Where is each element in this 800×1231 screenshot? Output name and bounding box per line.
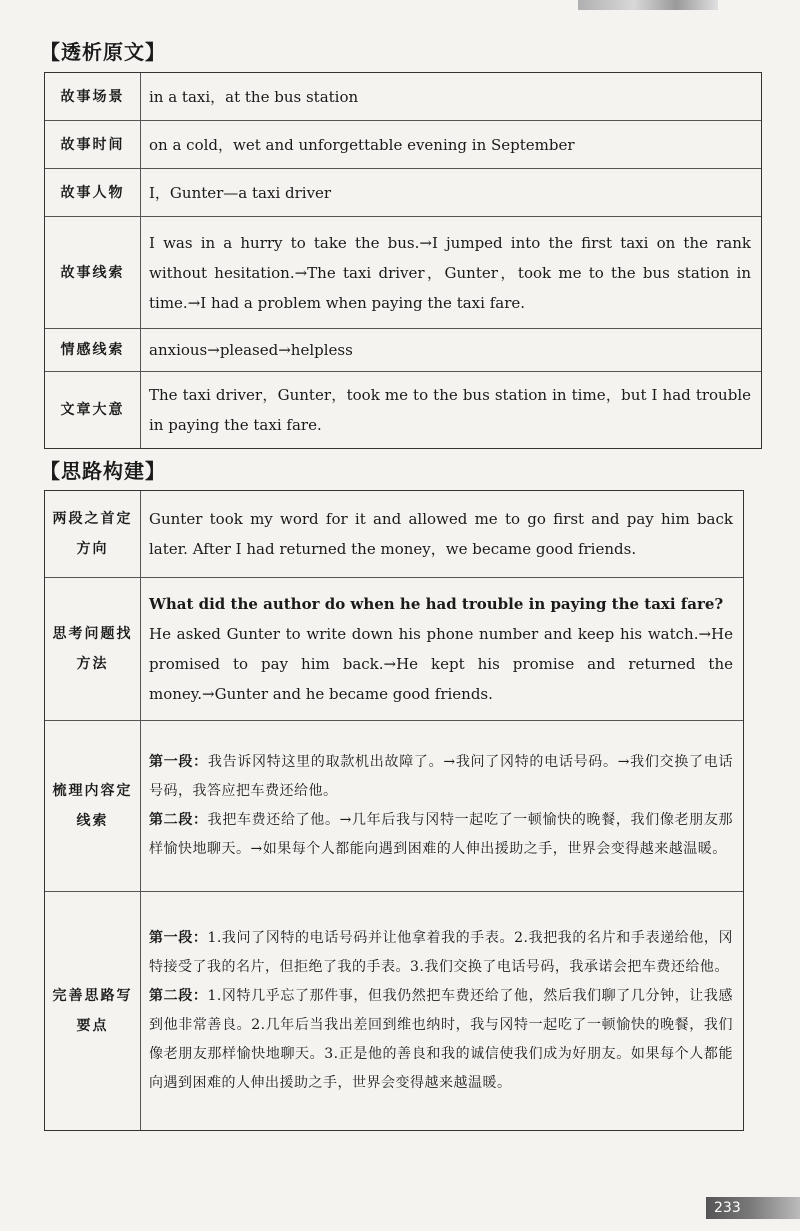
row-content: Gunter took my word for it and allowed me to go first and pay him back later. After I had returned the money，we became good friends. xyxy=(149,510,733,558)
row-content: in a taxi，at the bus station xyxy=(149,87,359,106)
paragraph-text: 我告诉冈特这里的取款机出故障了。→我问了冈特的电话号码。→我们交换了电话号码，我答应把车费还给他。 xyxy=(149,754,733,799)
structure-table xyxy=(44,490,744,1131)
row-label: 两段之首定方向 xyxy=(45,491,141,577)
paragraph-heading: 第一段： xyxy=(149,930,208,946)
row-content: The taxi driver，Gunter，took me to the bus station in time，but I had trouble in paying the taxi fare. xyxy=(149,386,751,434)
table-row xyxy=(45,491,743,577)
row-label: 梳理内容定线索 xyxy=(45,721,141,891)
paragraph-heading: 第一段： xyxy=(149,754,208,770)
row-content: on a cold，wet and unforgettable evening in September xyxy=(149,135,575,154)
section-title-structure: 【思路构建】 xyxy=(40,459,166,483)
row-content: anxious→pleased→helpless xyxy=(149,341,353,359)
paragraph-text: 1.我问了冈特的电话号码并让他拿着我的手表。2.我把我的名片和手表递给他，冈特接受了我的名片，但拒绝了我的手表。3.我们交换了电话号码，我承诺会把车费还给他。 xyxy=(149,930,734,975)
table-row xyxy=(45,577,743,720)
page-number: 233 xyxy=(706,1197,800,1219)
row-label: 文章大意 xyxy=(45,372,141,448)
corner-tab-decoration xyxy=(578,0,718,10)
guiding-question: What did the author do when he had trouble in paying the taxi fare? xyxy=(149,595,724,613)
row-content xyxy=(141,721,743,891)
table-row xyxy=(45,73,761,120)
row-content xyxy=(141,578,743,720)
row-label: 故事时间 xyxy=(45,121,141,168)
row-content: I was in a hurry to take the bus.→I jumped into the first taxi on the rank without hesitation.→The taxi driver，Gunter，took me to the bus station in time.→I had a problem when paying the taxi fare. xyxy=(149,233,751,312)
table-row xyxy=(45,891,743,1130)
table-row xyxy=(45,120,761,168)
answer-text: He asked Gunter to write down his phone number and keep his watch.→He promised to pay him back.→He kept his promise and returned the money.→Gunter and he became good friends. xyxy=(149,625,733,703)
row-label: 情感线索 xyxy=(45,329,141,371)
table-row xyxy=(45,216,761,328)
table-row xyxy=(45,720,743,891)
paragraph-text: 我把车费还给了他。→几年后我与冈特一起吃了一顿愉快的晚餐，我们像老朋友那样愉快地聊天。→如果每个人都能向遇到困难的人伸出援助之手，世界会变得越来越温暖。 xyxy=(149,812,734,857)
table-row xyxy=(45,328,761,371)
row-label: 完善思路写要点 xyxy=(45,892,141,1130)
table-row xyxy=(45,371,761,448)
row-label: 故事线索 xyxy=(45,217,141,328)
row-label: 思考问题找方法 xyxy=(45,578,141,720)
paragraph-heading: 第二段： xyxy=(149,812,208,828)
table-row xyxy=(45,168,761,216)
section-title-analysis: 【透析原文】 xyxy=(40,40,166,64)
row-content: I，Gunter—a taxi driver xyxy=(149,183,332,202)
row-label: 故事人物 xyxy=(45,169,141,216)
paragraph-text: 1.冈特几乎忘了那件事，但我仍然把车费还给了他，然后我们聊了几分钟，让我感到他非常善良。2.几年后当我出差回到维也纳时，我与冈特一起吃了一顿愉快的晚餐，我们像老朋友那样愉快地聊天。3.正是他的善良和我的诚信使我们成为好朋友。如果每个人都能向遇到困难的人伸出援助之手，世界会变得越来越温暖。 xyxy=(149,988,734,1091)
row-label: 故事场景 xyxy=(45,73,141,120)
analysis-table xyxy=(44,72,762,449)
paragraph-heading: 第二段： xyxy=(149,988,208,1004)
row-content xyxy=(141,892,743,1130)
